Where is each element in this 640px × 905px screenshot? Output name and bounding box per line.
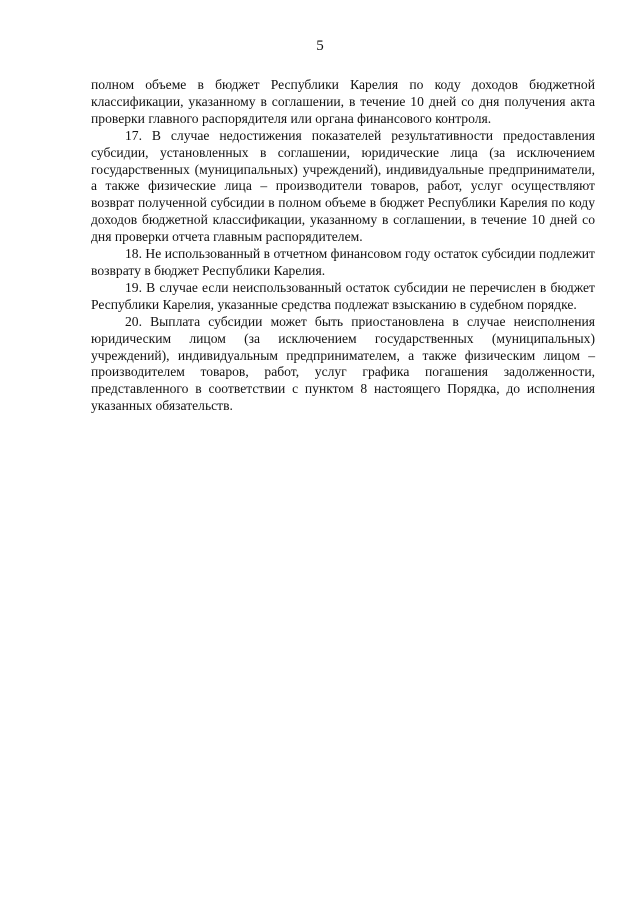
paragraph-20: 20. Выплата субсидии может быть приостановлена в случае неисполнения юридическим лицом (за исключением государственных (муниципальных) учреждений), индивидуальным предпринимателем, а также физическим лицом – производителем товаров, работ, услуг графика погашения задолженности, представленного в соответствии с пунктом 8 настоящего Порядка, до исполнения указанных обязательств. (91, 313, 595, 414)
paragraph-19: 19. В случае если неиспользованный остаток субсидии не перечислен в бюджет Республики Карелия, указанные средства подлежат взысканию в судебном порядке. (91, 279, 595, 312)
paragraph-18: 18. Не использованный в отчетном финансовом году остаток субсидии подлежит возврату в бюджет Республики Карелия. (91, 246, 595, 278)
page-number: 5 (316, 38, 324, 54)
paragraph-continuation: полном объеме в бюджет Республики Карелия по коду доходов бюджетной классификации, указанному в соглашении, в течение 10 дней со дня получения акта проверки главного распорядителя или органа финансового контроля. (91, 77, 595, 126)
paragraph-17: 17. В случае недостижения показателей результативности предоставления субсидии, установленных в соглашении, юридические лица (за исключением государственных (муниципальных) учреждений), индивидуальные предприниматели, а также физические лица – производители товаров, работ, услуг осуществляют возврат полученной субсидии в полном объеме в бюджет Республики Карелия по коду доходов бюджетной классификации, указанному в соглашении, в течение 10 дней со дня проверки отчета главным распорядителем. (91, 127, 595, 245)
document-body (91, 77, 595, 415)
